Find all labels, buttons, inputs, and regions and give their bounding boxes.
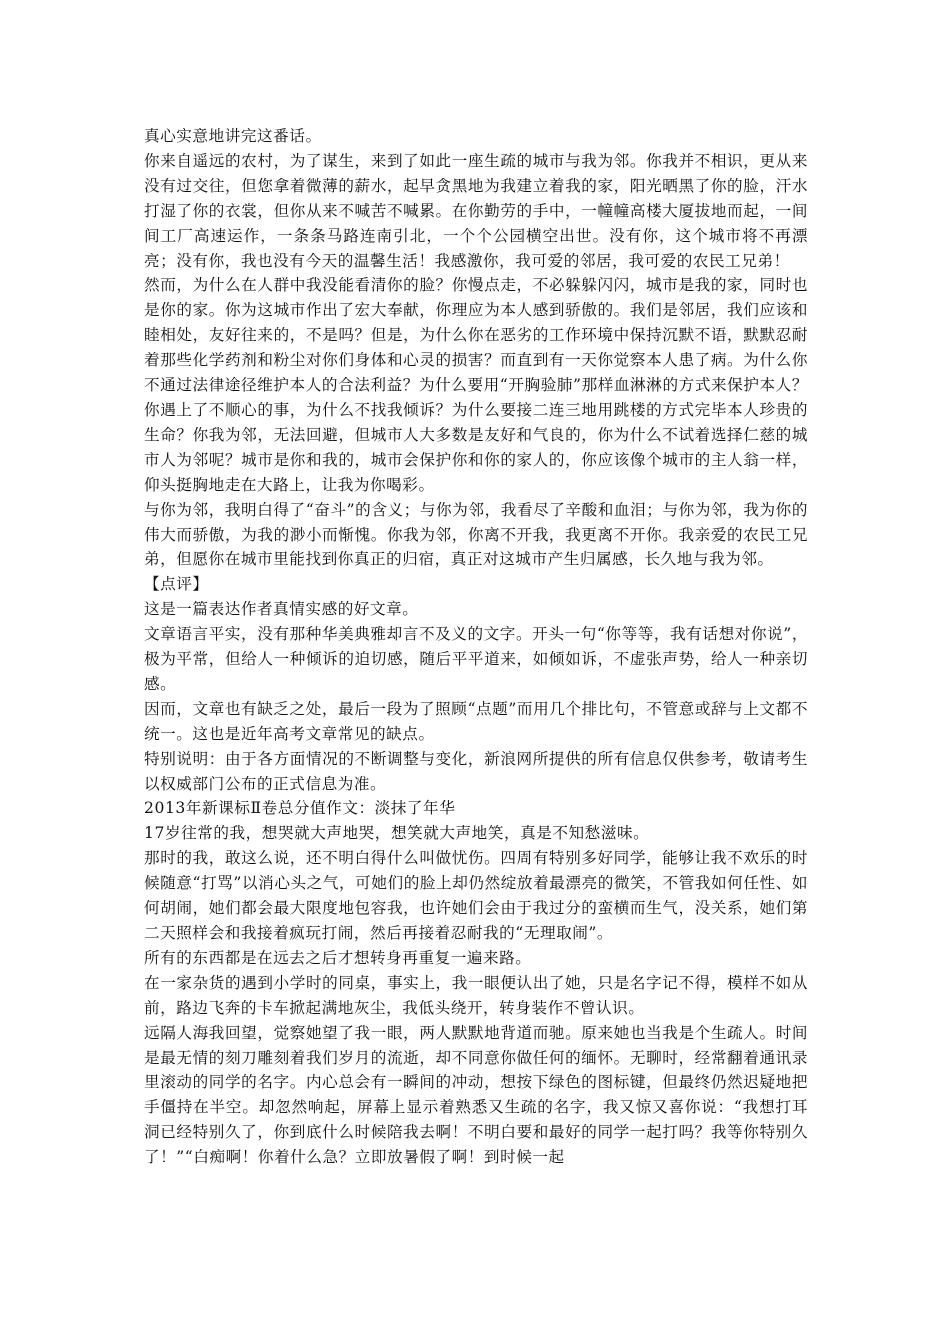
paragraph: 所有的东西都是在远去之后才想转身再重复一遍来路。	[144, 948, 532, 967]
paragraph: 与你为邻，我明白得了“奋斗”的含义；与你为邻，我看尽了辛酸和血泪；与你为邻，我为你的伟大而骄傲，为我的渺小而惭愧。你我为邻，你离不开我，我更离不开你。我亲爱的农民工兄弟，但愿你在城市里能找到你真正的归宿，真正对这城市产生归属感，长久地与我为邻。	[144, 500, 808, 569]
paragraph: 文章语言平实，没有那种华美典雅却言不及义的文字。开头一句“你等等，我有话想对你说”，极为平常，但给人一种倾诉的迫切感，随后平平道来，如倾如诉，不虚张声势，给人一种亲切感。	[144, 625, 808, 693]
paragraph: 17岁往常的我，想哭就大声地哭，想笑就大声地笑，真是不知愁滋味。	[144, 824, 650, 843]
paragraph: 真心实意地讲完这番话。	[144, 127, 322, 145]
commentary-heading: 【点评】	[144, 575, 209, 594]
essay-title: 2013年新课标Ⅱ卷总分值作文：淡抹了年华	[144, 799, 456, 818]
paragraph: 这是一篇表达作者真情实感的好文章。	[144, 600, 419, 619]
paragraph: 然而，为什么在人群中我没能看清你的脸？你慢点走，不必躲躲闪闪，城市是我的家，同时也是你的家。你为这城市作出了宏大奉献，你理应为本人感到骄傲的。我们是邻居，我们应该和睦相处，友好往来的，不是吗？但是，为什么你在恶劣的工作环境中保持沉默不语，默默忍耐着那些化学药剂和粉尘对你们身体和心灵的损害？而直到有一天你觉察本人患了病。为什么你不通过法律途径维护本人的合法利益？为什么要用“开胸验肺”那样血淋淋的方式来保护本人？你遇上了不顺心的事，为什么不找我倾诉？为什么要接二连三地用跳楼的方式完毕本人珍贵的生命？你我为邻，无法回避，但城市人大多数是友好和气良的，你为什么不试着选择仁慈的城市人为邻呢？城市是你和我的，城市会保护你和你的家人的，你应该像个城市的主人翁一样，仰头挺胸地走在大路上，让我为你喝彩。	[144, 276, 808, 494]
special-note: 特别说明：由于各方面情况的不断调整与变化，新浪网所提供的所有信息仅供参考，敬请考生以权威部门公布的正式信息为准。	[144, 749, 808, 793]
paragraph: 你来自遥远的农村，为了谋生，来到了如此一座生疏的城市与我为邻。你我并不相识，更从来没有过交往，但您拿着微薄的薪水，起早贪黑地为我建立着我的家，阳光晒黑了你的脸，汗水打湿了你的衣裳，但你从来不喊苦不喊累。在你勤劳的手中，一幢幢高楼大厦拔地而起，一间间工厂高速运作，一条条马路连南引北，一个个公园横空出世。没有你，这个城市将不再漂亮；没有你，我也没有今天的温馨生活！我感激你，我可爱的邻居，我可爱的农民工兄弟！	[144, 151, 808, 270]
paragraph: 因而，文章也有缺乏之处，最后一段为了照顾“点题”而用几个排比句，不管意或辞与上文都不统一。这也是近年高考文章常见的缺点。	[144, 699, 808, 743]
paragraph: 远隔人海我回望，觉察她望了我一眼，两人默默地背道而驰。原来她也当我是个生疏人。时间是最无情的刻刀雕刻着我们岁月的流逝，却不同意你做任何的缅怀。无聊时，经常翻着通讯录里滚动的同学的名字。内心总会有一瞬间的冲动，想按下绿色的图标键，但最终仍然迟疑地把手僵持在半空。却忽然响起，屏幕上显示着熟悉又生疏的名字，我又惊又喜你说：“我想打耳洞已经特别久了，你到底什么时候陪我去啊！不明白要和最好的同学一起打吗？我等你特别久了！”“白痴啊！你着什么急？立即放暑假了啊！到时候一起	[144, 1023, 808, 1167]
paragraph: 在一家杂货的遇到小学时的同桌，事实上，我一眼便认出了她，只是名字记不得，模样不如从前，路边飞奔的卡车掀起满地灰尘，我低头绕开，转身装作不曾认识。	[144, 973, 808, 1017]
document-body	[144, 124, 808, 1170]
paragraph: 那时的我，敢这么说，还不明白得什么叫做忧伤。四周有特别多好同学，能够让我不欢乐的时候随意“打骂”以消心头之气，可她们的脸上却仍然绽放着最漂亮的微笑，不管我如何任性、如何胡闹，她们都会最大限度地包容我，也许她们会由于我过分的蛮横而生气，没关系，她们第二天照样会和我接着疯玩打闹，然后再接着忍耐我的“无理取闹”。	[144, 849, 808, 942]
